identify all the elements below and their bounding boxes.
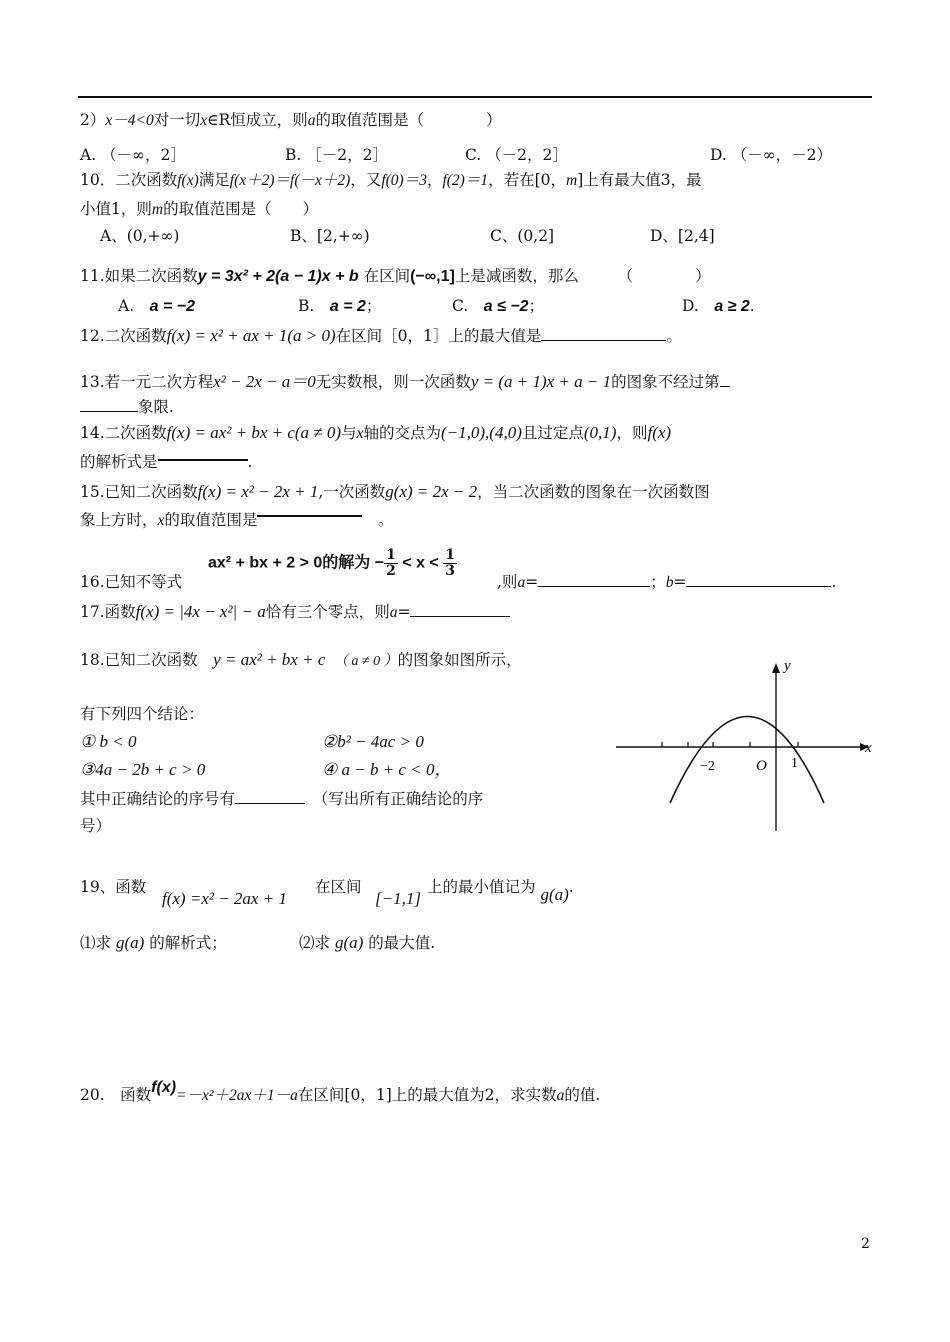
- q19-stem-b: 在区间: [315, 878, 362, 896]
- parabola-curve: [670, 717, 824, 804]
- q13-line1: 13.若一元二次方程x² − 2x − a＝0无实数根，则一次函数y = (a + 1)x + a − 1的图象不经过第: [80, 372, 730, 392]
- q17-answer-blank[interactable]: [410, 602, 510, 617]
- q10-line2: 小值1，则m的取值范围是（ ）: [80, 200, 319, 218]
- q13-answer-blank[interactable]: [80, 397, 138, 412]
- q18-line2: 有下列四个结论：: [80, 705, 205, 723]
- q13-line2: 象限.: [80, 397, 174, 417]
- q9-option-a: A. （－∞，2］: [80, 146, 186, 164]
- y-axis-label: y: [784, 658, 791, 674]
- q11-option-d: D. a ≥ 2.: [682, 297, 755, 315]
- q16-fraction-2: $\frac{1}{3}$: [445, 547, 455, 579]
- q11-option-b: B. a = 2；: [298, 297, 382, 315]
- q18-conclusion-3: ③4a − 2b + c > 0: [80, 760, 206, 779]
- q19-stem-c: 上的最小值记为 g(a).: [427, 878, 574, 904]
- q11-option-c: C. a ≤ −2；: [452, 297, 545, 315]
- q20: 20. 函数f(x)=－x²＋2ax＋1－a在区间[0，1]上的最大值为2，求实数a的值.: [80, 1079, 601, 1104]
- q18-line1: 18.已知二次函数 y = ax² + bx + c （ a ≠ 0 ）的图象如图所示，: [80, 650, 522, 669]
- q14-answer-blank[interactable]: [158, 452, 248, 461]
- q16-a-blank[interactable]: [538, 572, 650, 587]
- q10-option-a: A、(0,+∞): [100, 227, 180, 245]
- x-axis-label: x: [865, 740, 872, 756]
- q15-line1: 15.已知二次函数f(x) = x² − 2x + 1,一次函数g(x) = 2x − 2，当二次函数的图象在一次函数图: [80, 482, 710, 501]
- q18-line6: 号）: [80, 817, 112, 835]
- tick-label-neg2: −2: [700, 759, 715, 774]
- q9-option-d: D. （－∞，－2）: [710, 146, 833, 164]
- q19-part1: ⑴求 g(a) 的解析式；: [80, 933, 227, 952]
- q14-line1: 14.二次函数f(x) = ax² + bx + c(a ≠ 0)与x轴的交点为(−1,0),(4,0)且过定点(0,1)，则f(x): [80, 423, 672, 442]
- top-rule: [78, 96, 872, 98]
- q16-fraction-1: $\frac{1}{2}$: [386, 547, 396, 579]
- q13-answer-blank-start[interactable]: [720, 372, 730, 387]
- q18-line5: 其中正确结论的序号有 （写出所有正确结论的序: [80, 790, 484, 808]
- q18-conclusion-4: ④ a − b + c < 0，: [322, 760, 452, 779]
- q18-conclusion-1: ① b < 0: [80, 732, 137, 751]
- origin-label: O: [756, 758, 767, 774]
- q11-stem: 11.如果二次函数y = 3x² + 2(a − 1)x + b 在区间(−∞,1]上是减函数，那么 （ ）: [80, 267, 711, 285]
- q17: 17.函数f(x) = |4x − x²| − a恰有三个零点，则a=: [80, 602, 510, 623]
- page-number: 2: [861, 1236, 870, 1252]
- q15-line2: 象上方时，x的取值范围是 。: [80, 511, 394, 529]
- q16-inequality: ax² + bx + 2 > 0的解为 − $\frac{1}{2}$ < x < $\frac{1}{3}$: [208, 547, 455, 579]
- q10-option-d: D、[2,4]: [650, 227, 715, 245]
- q18-parabola-graph: [608, 655, 878, 840]
- y-axis-arrow-icon: [772, 663, 780, 673]
- q10-option-c: C、(0,2]: [490, 227, 555, 245]
- q19-part2: ⑵求 g(a) 的最大值.: [299, 933, 436, 952]
- q10-line1: 10．二次函数f(x)满足f(x＋2)＝f(－x＋2)，又f(0)＝3，f(2)＝1，若在[0，m]上有最大值3，最: [80, 171, 702, 189]
- q12-answer-blank[interactable]: [541, 326, 666, 341]
- q10-option-b: B、[2,+∞): [290, 227, 370, 245]
- q16-stem-label: 16.已知不等式: [80, 573, 183, 591]
- q9-option-c: C. （－2，2］: [465, 146, 568, 164]
- q9-option-b: B. ［－2，2］: [285, 146, 388, 164]
- tick-label-1: 1: [791, 756, 798, 771]
- q18-conclusion-2: ②b² − 4ac > 0: [322, 732, 424, 751]
- q16-b-blank[interactable]: [686, 572, 831, 587]
- q19-stem-a: 19、函数: [80, 878, 147, 896]
- q14-line2: 的解析式是 .: [80, 453, 253, 471]
- q11-option-a: A. a = −2: [118, 297, 196, 315]
- q15-answer-blank[interactable]: [257, 510, 362, 517]
- q16-answers: ,则a= ；b= .: [497, 573, 837, 591]
- q12: 12.二次函数f(x) = x² + ax + 1(a > 0)在区间［0，1］上的最大值是 。: [80, 326, 682, 345]
- q18-answer-blank[interactable]: [235, 789, 305, 804]
- q9-stem: 2）x－4<0对一切x∈R恒成立，则a的取值范围是（ ）: [80, 111, 502, 129]
- q19-interval: [−1,1]: [375, 889, 421, 908]
- q19-function: f(x) =x² − 2ax + 1: [162, 889, 287, 908]
